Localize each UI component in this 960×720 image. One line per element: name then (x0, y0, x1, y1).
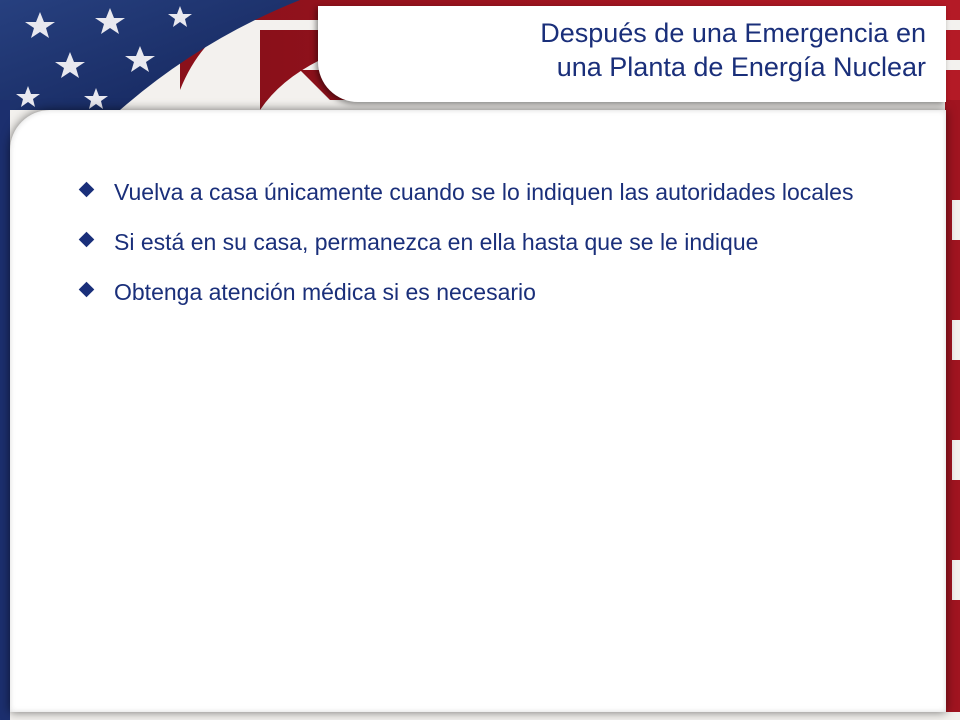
list-item (78, 176, 878, 208)
list-item (78, 226, 878, 258)
diamond-icon (79, 232, 95, 248)
title-line-1: Después de una Emergencia en (540, 18, 926, 48)
title-line-2: una Planta de Energía Nuclear (556, 52, 926, 82)
diamond-icon (79, 182, 95, 198)
list-item (78, 276, 878, 308)
bullet-text: Si está en su casa, permanezca en ella hasta que se le indique (114, 229, 759, 255)
page-title (366, 16, 926, 84)
diamond-icon (79, 282, 95, 298)
bullet-text: Obtenga atención médica si es necesario (114, 279, 536, 305)
bullet-text: Vuelva a casa únicamente cuando se lo indiquen las autoridades locales (114, 179, 854, 205)
bullet-list (78, 176, 878, 326)
